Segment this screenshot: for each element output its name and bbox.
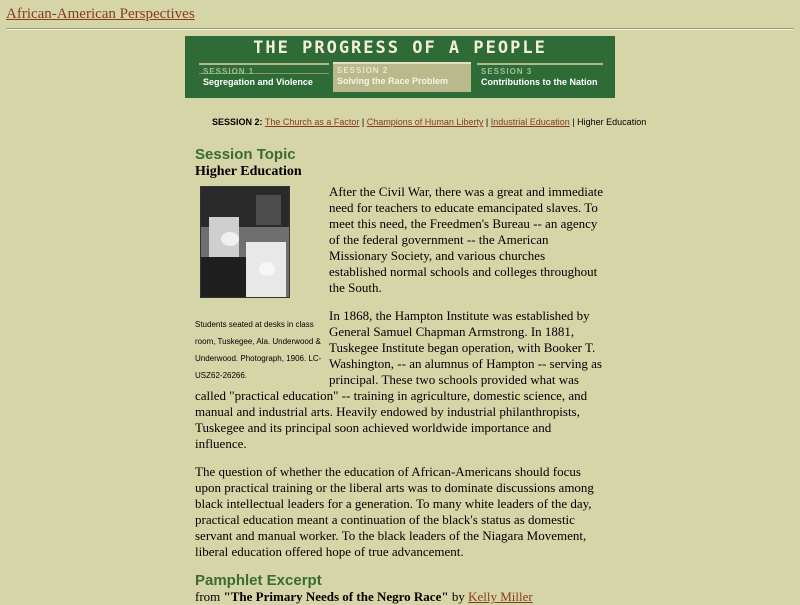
excerpt-by-word: by xyxy=(451,589,465,604)
excerpt-from-word: from xyxy=(195,589,221,604)
photo-region xyxy=(221,232,239,246)
subnav-link-church[interactable]: The Church as a Factor xyxy=(264,117,360,127)
photo-figure xyxy=(195,186,323,384)
session-topic-heading: Session Topic xyxy=(195,146,296,163)
session-2-tab[interactable] xyxy=(333,62,471,92)
subnav-current: Higher Education xyxy=(577,117,647,127)
session-3-name: Contributions to the Nation xyxy=(481,77,598,87)
banner-title: THE PROGRESS OF A PEOPLE xyxy=(253,38,547,58)
pamphlet-excerpt-heading: Pamphlet Excerpt xyxy=(195,572,322,589)
session-3-number: SESSION 3 xyxy=(481,67,533,76)
excerpt-source xyxy=(195,589,603,605)
subnav-link-champions[interactable]: Champions of Human Liberty xyxy=(366,117,484,127)
paragraph: After the Civil War, there was a great and immediate need for teachers to educate emancipated slaves. To meet this need, the Freedmen's Bureau -- an agency of the federal government -- the American Missionary Society, and various churches established normal schools and colleges throughout the South. xyxy=(329,184,603,295)
session-2-rule xyxy=(333,62,471,64)
session-1-tab[interactable] xyxy=(199,63,329,91)
session-2-name: Solving the Race Problem xyxy=(337,76,449,86)
author-link[interactable]: Kelly Miller xyxy=(468,589,533,604)
subnav-link-industrial[interactable]: Industrial Education xyxy=(490,117,570,127)
photo-region xyxy=(201,257,246,297)
subnav-separator: | xyxy=(361,117,365,127)
session-1-number: SESSION 1 xyxy=(203,67,255,76)
topic-title: Higher Education xyxy=(195,164,302,179)
session-2-number: SESSION 2 xyxy=(337,66,389,75)
session-1-name: Segregation and Violence xyxy=(203,77,313,87)
paragraph: The question of whether the education of African-Americans should focus upon practical training or the liberal arts was to dominate discussions among black intellectual leaders for a generation. To many white leaders of the day, practical education meant a continuation of the black's status as domestic servant and manual worker. To the black leaders of the Niagara Movement, liberal education offered hope of true advancement. xyxy=(195,464,594,559)
excerpt-title: "The Primary Needs of the Negro Race" xyxy=(223,589,449,604)
subnav-separator: | xyxy=(572,117,575,127)
photo-region xyxy=(259,262,275,276)
session-3-rule xyxy=(477,63,603,65)
main-content xyxy=(195,146,603,605)
classroom-photo xyxy=(200,186,290,298)
subnav-label: SESSION 2: xyxy=(212,117,263,127)
photo-region xyxy=(256,195,281,225)
paragraph: In 1868, the Hampton Institute was established by General Samuel Chapman Armstrong. In 1881, Tuskegee Institute began operation, with Booker T. Washington, -- an alumnus of Hampton -- serving as principal. These two schools provided what was called "practical education" -- training in agriculture, domestic science, and manual and industrial arts. Heavily endowed by industrial philanthropists, Tuskegee and its principal soon achieved worldwide importance and influence. xyxy=(195,308,602,451)
subnav-separator: | xyxy=(485,117,489,127)
divider xyxy=(6,28,794,30)
session-3-tab[interactable] xyxy=(477,63,603,91)
session-subnav xyxy=(212,117,646,127)
photo-caption: Students seated at desks in class room, Tuskegee, Ala. Underwood & Underwood. Photograph, 1906. LC-USZ62-26266. xyxy=(195,320,322,380)
home-link[interactable]: African-American Perspectives xyxy=(6,6,195,22)
session-1-rule xyxy=(199,63,329,65)
banner xyxy=(185,36,615,98)
